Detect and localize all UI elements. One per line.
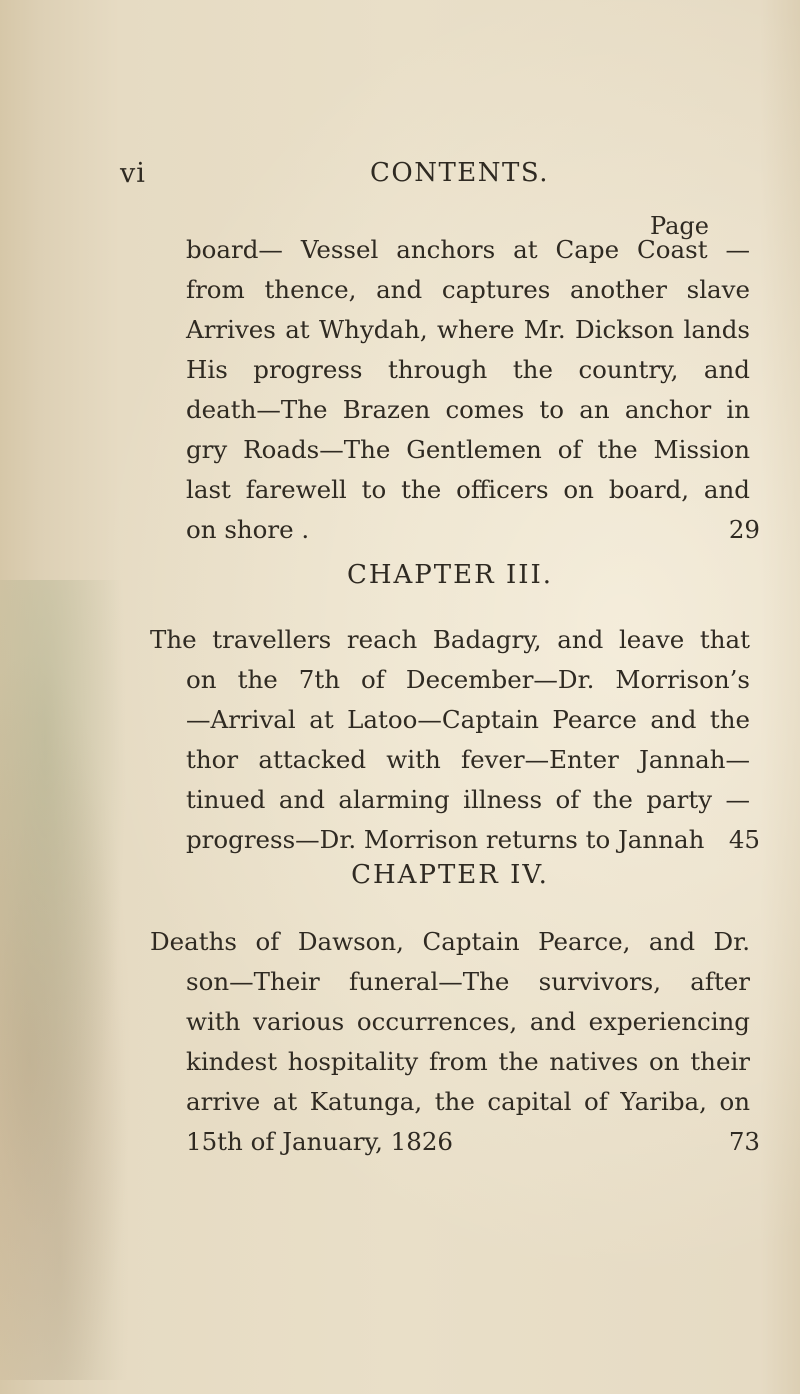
entry-line: from thence, and captures another slave [186, 275, 750, 304]
contents-entry [150, 922, 760, 1162]
entry-line: with various occurrences, and experiencing [186, 1007, 750, 1036]
entry-page-number: 29 [728, 515, 760, 544]
entry-line: Deaths of Dawson, Captain Pearce, and Dr. [150, 927, 750, 956]
page-stain [0, 580, 150, 1380]
contents-entry [150, 620, 760, 860]
entry-line: progress—Dr. Morrison returns to Jannah [186, 825, 705, 854]
entry-line: Arrives at Whydah, where Mr. Dickson lands [186, 315, 750, 344]
page-header [120, 158, 760, 198]
chapter-heading: CHAPTER III. [346, 560, 554, 590]
entry-line: gry Roads—The Gentlemen of the Mission [186, 435, 750, 464]
entry-line: death—The Brazen comes to an anchor in [186, 395, 750, 424]
contents-entry [150, 230, 760, 550]
entry-last-line [150, 820, 760, 860]
entry-line: son—Their funeral—The survivors, after [186, 967, 750, 996]
entry-line: —Arrival at Latoo—Captain Pearce and the [186, 705, 750, 734]
entry-line: last farewell to the officers on board, and [186, 475, 750, 504]
entry-line: on shore . [186, 515, 310, 544]
page-number: vi [120, 158, 146, 189]
entry-page-number: 45 [728, 825, 760, 854]
entry-line: arrive at Katunga, the capital of Yariba, on [186, 1087, 750, 1116]
entry-line: The travellers reach Badagry, and leave that [150, 625, 750, 654]
entry-last-line [150, 510, 760, 550]
entry-line: kindest hospitality from the natives on their [186, 1047, 750, 1076]
entry-line: His progress through the country, and [186, 355, 750, 384]
entry-line: 15th of January, 1826 [186, 1127, 454, 1156]
entry-last-line [150, 1122, 760, 1162]
page-column-label: Page [650, 212, 709, 240]
running-title: CONTENTS. [370, 158, 550, 188]
entry-line: thor attacked with fever—Enter Jannah— [186, 745, 750, 774]
chapter-heading: CHAPTER IV. [351, 860, 549, 890]
entry-line: tinued and alarming illness of the party — [186, 785, 750, 814]
entry-line: on the 7th of December—Dr. Morrison’s [186, 665, 750, 694]
entry-line: board— Vessel anchors at Cape Coast — [186, 235, 750, 264]
entry-page-number: 73 [728, 1127, 760, 1156]
